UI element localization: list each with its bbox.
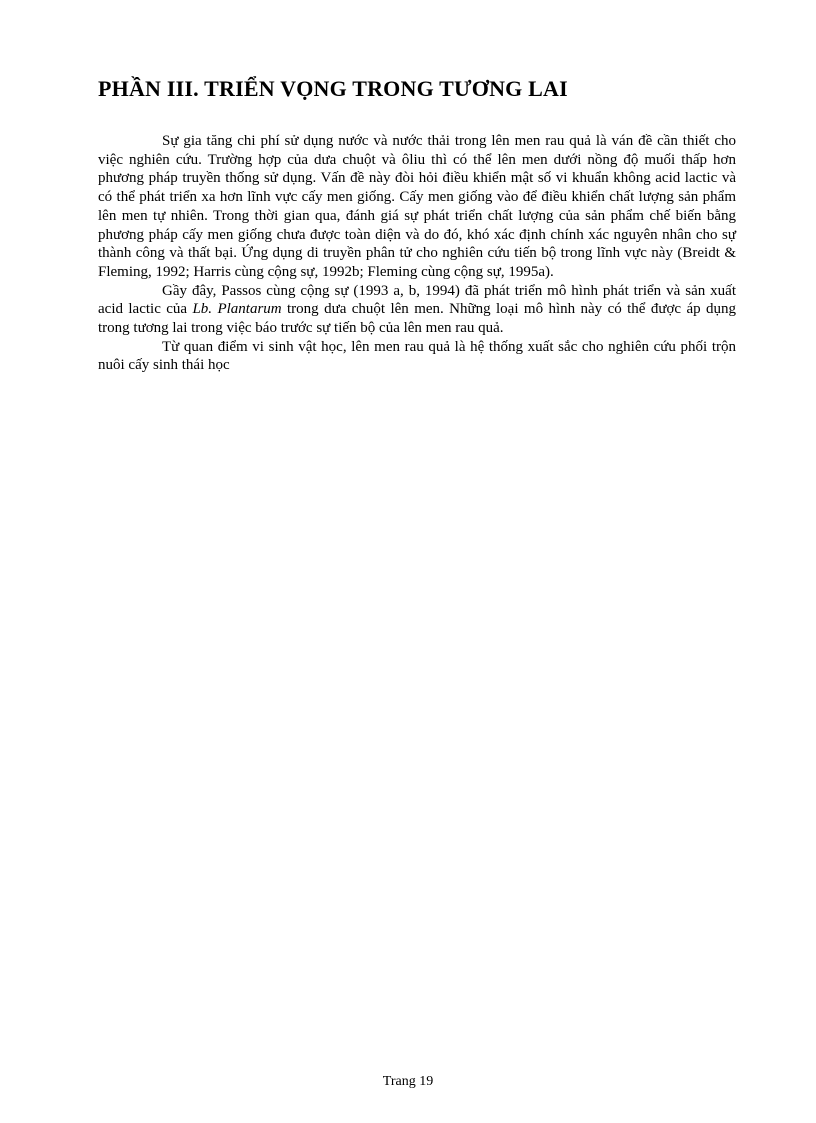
paragraph-2	[98, 282, 736, 338]
paragraph-2-text-start: Gầy đây, Passos cùng cộng sự (1993 a, b, 1994) đã phát triển mô hình phát triển và sản xuất acid lactic của	[98, 282, 736, 318]
species-name: Lb. Plantarum	[192, 301, 282, 318]
paragraph-1: Sự gia tăng chi phí sử dụng nước và nước thải trong lên men rau quả là ván đề cần thiết cho việc nghiên cứu. Trường hợp của dưa chuột và ôliu thì có thể lên men dưới nồng độ muối thấp hơn phương pháp truyền thống sử dụng. Vấn đề này đòi hỏi điều khiển mật số vi khuẩn không acid lactic và có thể phát triển xa hơn lĩnh vực cấy men giống. Cấy men giống vào để điều khiển chất lượng sản phẩm lên men tự nhiên. Trong thời gian qua, đánh giá sự phát triển chất lượng của sản phẩm chế biến bằng phương pháp cấy men giống chưa được toàn diện và do đó, khó xác định chính xác nguyên nhân cho sự thành công và thất bại. Ứng dụng di truyền phân tử cho nghiên cứu tiến bộ trong lĩnh vực này (Breidt & Fleming, 1992; Harris cùng cộng sự, 1992b; Fleming cùng cộng sự, 1995a).	[98, 133, 736, 280]
section-heading: PHẦN III. TRIỂN VỌNG TRONG TƯƠNG LAI	[98, 76, 568, 101]
page-number: Trang 19	[382, 1074, 434, 1089]
body-text	[98, 132, 736, 375]
paragraph-3: Từ quan điểm vi sinh vật học, lên men rau quả là hệ thống xuất sắc cho nghiên cứu phối trộn nuôi cấy sinh thái học	[98, 338, 736, 374]
paragraph-2-text-end: trong dưa chuột lên men. Những loại mô hình này có thể được áp dụng trong tương lai trong việc báo trước sự tiến bộ của lên men rau quả.	[98, 301, 737, 337]
